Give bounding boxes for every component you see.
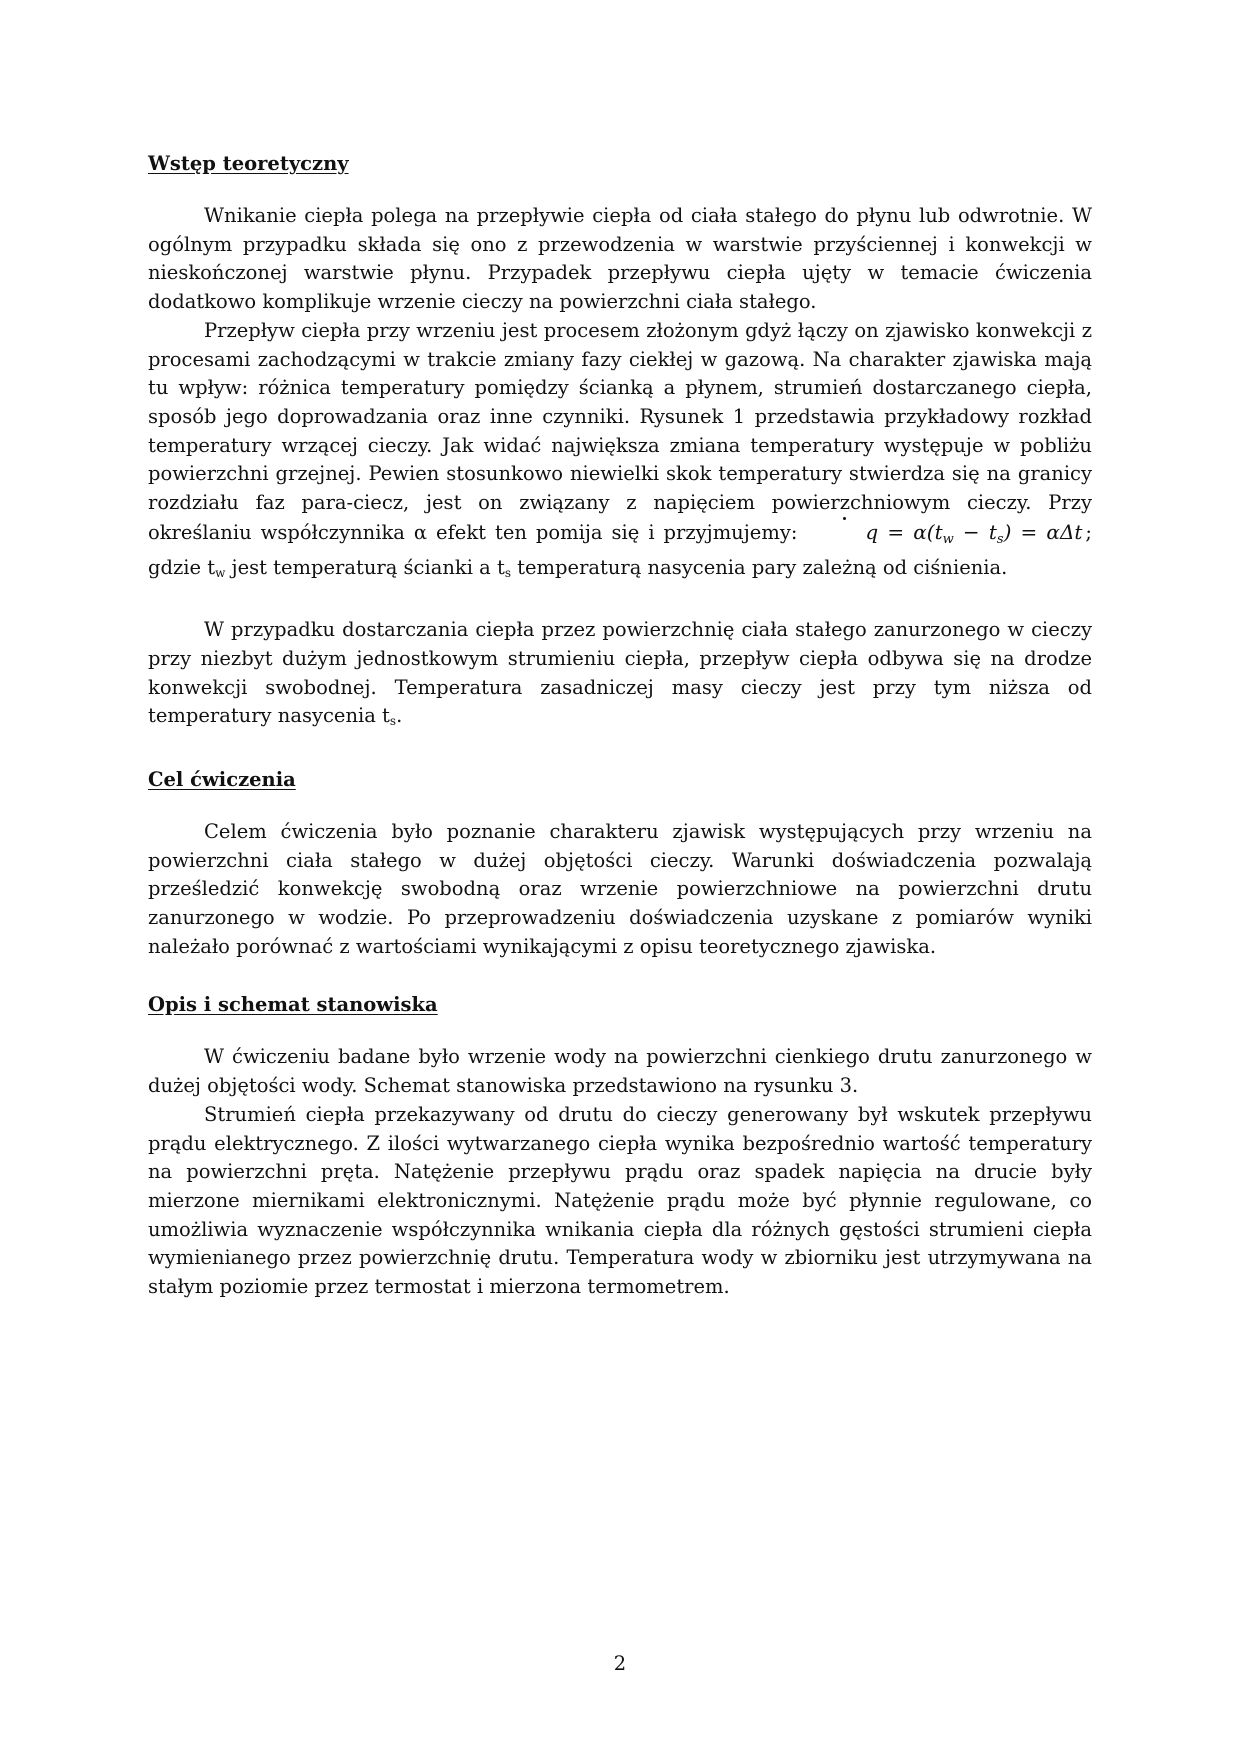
- spacer: [148, 180, 1092, 202]
- formula-part: − t: [953, 519, 997, 544]
- paragraph-theory-3: [148, 616, 1092, 736]
- subscript-s: s: [504, 566, 511, 581]
- spacer: [148, 736, 1092, 764]
- page-content: [148, 148, 1092, 1302]
- formula-part: ) = αΔt: [1003, 519, 1083, 544]
- paragraph-text: jest temperaturą ścianki a t: [225, 556, 505, 580]
- paragraph-theory-1: Wnikanie ciepła polega na przepływie ciepła od ciała stałego do płynu lub odwrotnie. W ogólnym przypadku składa się ono z przewodzenia w warstwie przyściennej i konwekcji w nieskończonej warstwie płynu. Przypadek przepływu ciepła ujęty w temacie ćwiczenia dodatkowo komplikuje wrzenie cieczy na powierzchni ciała stałego.: [148, 204, 1092, 314]
- heat-flux-formula: [806, 519, 1085, 547]
- paragraph-text: Przepływ ciepła przy wrzeniu jest procesem złożonym gdyż łączy on zjawisko konwekcji z procesami zachodzącymi w trakcie zmiany fazy ciekłej w gazową. Na charakter zjawiska mają tu wpływ: różnica temperatury pomiędzy ścianką a płynem, strumień dostarczanego ciepła, sposób jego doprowadzania oraz inne czynniki. Rysunek 1 przedstawia przykładowy rozkład temperatury wrzącej cieczy. Jak widać największa zmiana temperatury występuje w pobliżu powierzchni grzejnej. Pewien stosunkowo niewielki skok temperatury stwierdza się na granicy rozdziału faz para-ciecz, jest on związany z napięciem powierzchniowym cieczy. Przy określaniu współczynnika α efekt ten pomija się i przyjmujemy:: [148, 318, 1092, 544]
- spacer: [148, 796, 1092, 818]
- formula-part: = α(t: [878, 519, 943, 544]
- spacer: [148, 588, 1092, 616]
- spacer: [148, 961, 1092, 989]
- paragraph-text: .: [396, 704, 403, 728]
- page-number: 2: [613, 1652, 627, 1675]
- paragraph-text: W przypadku dostarczania ciepła przez powierzchnię ciała stałego zanurzonego w cieczy przy niezbyt dużym jednostkowym strumieniu ciepła, przepływ ciepła odbywa się na drodze konwekcji swobodnej. Temperatura zasadniczej masy cieczy jest przy tym niższa od temperatury nasycenia t: [148, 618, 1092, 728]
- section-heading-goal: Cel ćwiczenia: [148, 767, 296, 791]
- formula-subscript: s: [996, 531, 1004, 547]
- paragraph-setup-2: Strumień ciepła przekazywany od drutu do cieczy generowany był wskutek przepływu prądu elektrycznego. Z ilości wytwarzanego ciepła wynika bezpośrednio wartość temperatury na powierzchni pręta. Natężenie przepływu prądu oraz spadek napięcia na drucie były mierzone miernikami elektronicznymi. Natężenie prądu może być płynnie regulowane, co umożliwia wyznaczenie współczynnika wnikania ciepła dla różnych gęstości strumieni ciepła wymienianego przez powierzchnię drutu. Temperatura wody w zbiorniku jest utrzymywana na stałym poziomie przez termostat i mierzona termometrem.: [148, 1102, 1092, 1299]
- subscript-w: w: [215, 566, 226, 581]
- subscript-s: s: [389, 714, 397, 729]
- paragraph-text: ; gdzie t: [148, 520, 1092, 580]
- paragraph-setup-1: W ćwiczeniu badane było wrzenie wody na powierzchni cienkiego drutu zanurzonego w dużej objętości wody. Schemat stanowiska przedstawiono na rysunku 3.: [148, 1045, 1092, 1098]
- paragraph-text: temperaturą nasycenia pary zależną od ciśnienia.: [510, 556, 1008, 580]
- section-heading-setup: Opis i schemat stanowiska: [148, 993, 438, 1017]
- section-heading-theory: Wstęp teoretyczny: [148, 152, 349, 175]
- spacer: [148, 1021, 1092, 1043]
- formula-q: q: [809, 518, 878, 547]
- formula-subscript: w: [942, 531, 954, 547]
- paragraph-theory-2: [148, 317, 1092, 588]
- paragraph-goal-1: Celem ćwiczenia było poznanie charakteru zjawisk występujących przy wrzeniu na powierzchni ciała stałego w dużej objętości cieczy. Warunki doświadczenia pozwalają prześledzić konwekcję swobodną oraz wrzenie powierzchniowe na powierzchni drutu zanurzonego w wodzie. Po przeprowadzeniu doświadczenia uzyskane z pomiarów wyniki należało porównać z wartościami wynikającymi z opisu teoretycznego zjawiska.: [148, 819, 1092, 958]
